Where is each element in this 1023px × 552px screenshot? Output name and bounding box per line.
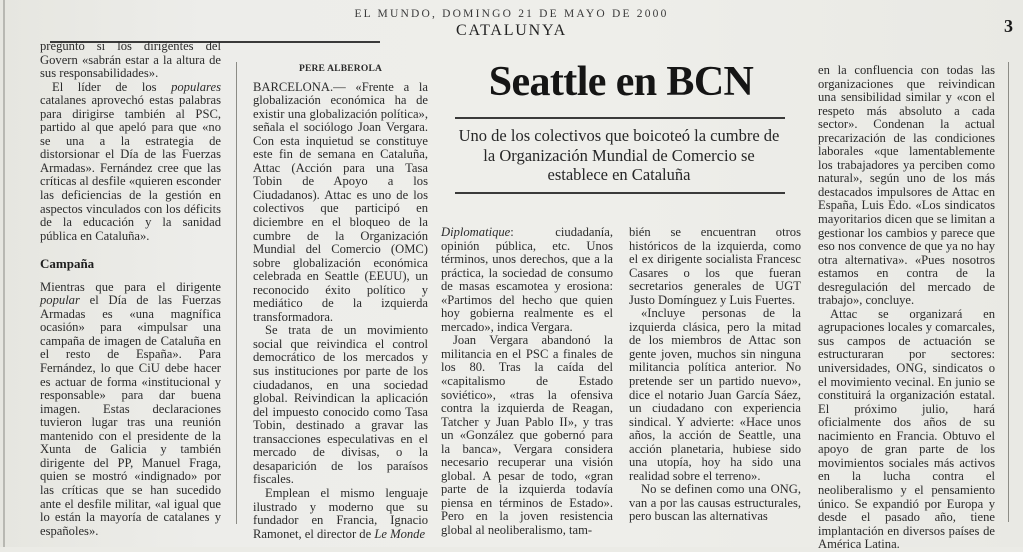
deck-rule-top — [455, 117, 785, 119]
paragraph: en la confluencia con todas las organizaciones que reivindican una sensibilidad similar y «con el respeto más absoluto a cada sector». Condenan la actual precarización de las condiciones laborales «que lamentablemente los trabajadores ya perciben como natural», según uno de los más destacados impulsores de Attac en España, Luis Edo. «Los sindicatos mayoritarios dicen que se limitan a gestionar los cambios y parece que eso nos convence de que ya no hay otra alternativa». «Pues nosotros estamos en contra de la desregulación del mercado de trabajo», concluye. — [818, 63, 995, 308]
article-column-3 — [441, 226, 613, 538]
column-divider-right — [1008, 62, 1009, 522]
article-headline: Seattle en BCN — [488, 59, 754, 105]
paragraph: No se definen como una ONG, van a por las causas estructurales, pero buscan las alternativas — [629, 482, 801, 524]
paragraph: Attac se organizará en agrupaciones locales y comarcales, sus campos de actuación se estructuraran por sectores: universidades, ONG, sindicatos o el movimiento vecinal. En junio se constituirá la organización estatal. El próximo julio, hará oficialmente dos años de su nacimiento en Francia. Obtuvo el apoyo de gran parte de los movimientos sociales más activos en la lucha contra el neoliberalismo y el pensamiento único. Se expandió por Europa y desde el pasado año, tiene implantación en diversos países de América Latina. — [818, 306, 995, 552]
section-title: CATALUNYA — [456, 22, 567, 39]
article-column-4 — [629, 226, 801, 524]
paragraph: Diplomatique: ciudadanía, opinión pública, etc. Unos términos, unos derechos, que a la práctica, la sociedad de consumo de masas escamotea y erosiona: «Partimos del hecho que quien hoy gobierna realmente es el mercado», indica Vergara. — [441, 225, 613, 334]
paragraph: «Incluye personas de la izquierda clásica, pero la mitad de los miembros de Attac son gente joven, muchos sin ninguna militancia política anterior. No pretende ser un partido nuevo», dice el notario Juan García Sáez, un ciudadano con experiencia sindical. Y advierte: «Hace unos años, la acción de Seattle, una acción planetaria, hubiese sido una utopía, hoy ha sido una realidad sobre el terreno». — [629, 306, 801, 483]
paragraph: Mientras que para el dirigente popular el Día de las Fuerzas Armadas es «una magnífica ocasión» para «impulsar una campaña de imagen de Cataluña en el resto de España». Para Fernández, lo que CiU debe hacer es actuar de forma «institucional y responsable» para dar buena imagen. Estas declaraciones tuvieron lugar tras una reunión mantenido con el presidente de la Xunta de Galicia y también dirigente del PP, Manuel Fraga, quien se mostró «indignado» por las críticas que se han sucedido ante el desfile militar, «al igual que lo están la mayoría de catalanes y españoles». — [40, 279, 221, 538]
paragraph: BARCELONA.— «Frente a la globalización económica ha de existir una globalización política», señala el sociólogo Joan Vergara. Con esta inquietud se constituye este fin de semana en Cataluña, Attac (Acción para una Tasa Tobin de Apoyo a los Ciudadanos). Attac es uno de los colectivos que participó en diciembre en el bloqueo de la cumbre de la Organización Mundial del Comercio (OMC) sobre globalización económica celebrada en Seattle (EEUU), un reconocido éxito político y mediático de la izquierda transformadora. — [253, 79, 428, 324]
subheading: Campaña — [40, 256, 95, 272]
paragraph: preguntó si los dirigentes del Govern «sabrán estar a la altura de sus responsabilidades». — [40, 39, 221, 81]
paragraph: Se trata de un movimiento social que reivindica el control democrático de los mercados y sus instituciones por parte de los ciudadanos, en una sociedad global. Reivindican la aplicación del impuesto conocido como Tasa Tobin, destinado a gravar las transacciones especulativas en el mercado de divisas, o la desaparición de los paraísos fiscales. — [253, 323, 428, 487]
paragraph: Emplean el mismo lenguaje ilustrado y moderno que su fundador en Francia, Ignacio Ramonet, el director de Le Monde — [253, 485, 428, 541]
masthead-date-line: EL MUNDO, DOMINGO 21 DE MAYO DE 2000 — [354, 8, 669, 20]
paragraph: Joan Vergara abandonó la militancia en el PSC a finales de los 80. Tras la caída del «capitalismo de Estado soviético», «tras la ofensiva contra la izquierda de Reagan, Tatcher y Juan Pablo II», y tras un «González que gobernó para la banca», Vergara considera necesario recuperar una visión global. A pesar de todo, «gran parte de la izquierda todavía piensa en términos de Estado». Pero en la joven resistencia global al neoliberalismo, tam- — [441, 333, 613, 538]
page-number: 3 — [1004, 16, 1013, 36]
column-divider-1 — [236, 62, 237, 524]
page-edge — [3, 0, 5, 547]
byline: PERE ALBEROLA — [298, 64, 383, 74]
paragraph: El líder de los populares catalanes aprovechó estas palabras para dirigirse también al PSC, partido al que apeló para que «no se una a la estrategia de distorsionar el Día de las Fuerzas Armadas». Fernández cree que las críticas al desfile «quieren esconder las deficiencias de la gestión en aspectos vinculados con los déficits de la educación y la sanidad pública en Cataluña». — [40, 79, 221, 243]
article-deck: Uno de los colectivos que boicoteó la cumbre de la Organización Mundial de Comercio se establece en Cataluña — [458, 126, 780, 184]
paragraph: bién se encuentran otros históricos de la izquierda, como el ex dirigente socialista Francesc Casares o los que fueran secretarios generales de UGT Justo Domínguez y Luis Fuertes. — [629, 225, 801, 307]
article-column-5 — [818, 64, 995, 552]
column-prev-article — [40, 40, 221, 538]
deck-rule-bottom — [455, 192, 785, 194]
article-column-2 — [253, 63, 428, 541]
